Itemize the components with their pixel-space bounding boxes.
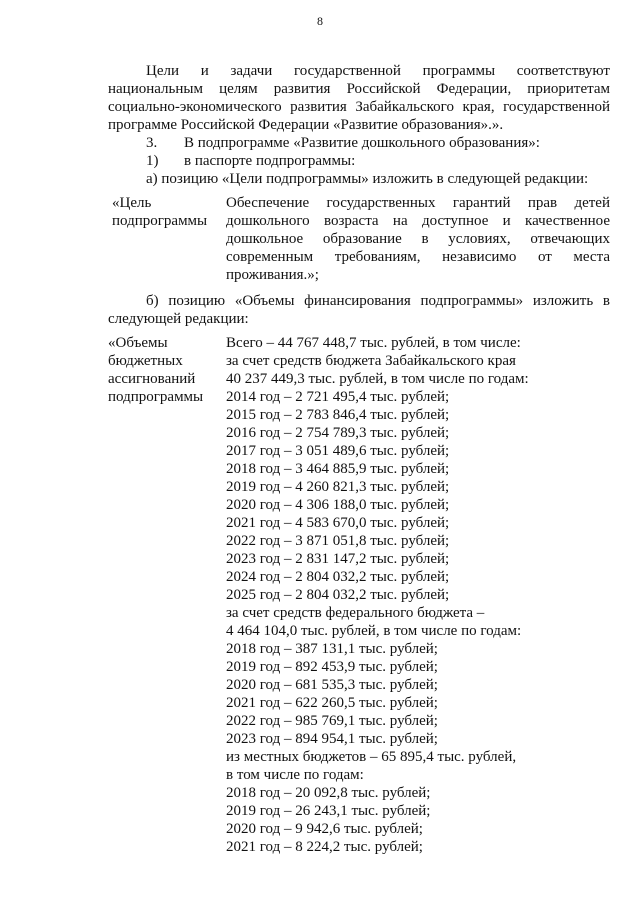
intro-paragraph: Цели и задачи государственной программы соответствуют национальным целям развития Российской Федерации, приоритетам социально-экономического развития Забайкальского края, государственной программе Российской Федерации «Развитие образования».». (108, 63, 610, 133)
funding-block-label (108, 334, 226, 856)
funding-line: 2016 год – 2 754 789,3 тыс. рублей; (226, 425, 450, 441)
goal-block (108, 194, 610, 284)
funding-line: 40 237 449,3 тыс. рублей, в том числе по годам: (226, 371, 529, 387)
funding-line: 2025 год – 2 804 032,2 тыс. рублей; (226, 587, 450, 603)
funding-line: Всего – 44 767 448,7 тыс. рублей, в том числе: (226, 335, 521, 351)
funding-line: за счет средств бюджета Забайкальского края (226, 353, 516, 369)
funding-label-line: бюджетных (108, 353, 183, 369)
funding-label-line: ассигнований (108, 371, 196, 387)
funding-line: 2023 год – 2 831 147,2 тыс. рублей; (226, 551, 450, 567)
funding-line: 2018 год – 387 131,1 тыс. рублей; (226, 641, 438, 657)
funding-line: 2022 год – 3 871 051,8 тыс. рублей; (226, 533, 450, 549)
funding-line: 2023 год – 894 954,1 тыс. рублей; (226, 731, 438, 747)
item-a: а) позицию «Цели подпрограммы» изложить в следующей редакции: (146, 171, 589, 187)
item-b: б) позицию «Объемы финансирования подпрограммы» изложить в следующей редакции: (108, 293, 610, 327)
funding-line: 2019 год – 4 260 821,3 тыс. рублей; (226, 479, 450, 495)
funding-line: за счет средств федерального бюджета – (226, 605, 485, 621)
funding-line: 2015 год – 2 783 846,4 тыс. рублей; (226, 407, 450, 423)
funding-line: 2020 год – 4 306 188,0 тыс. рублей; (226, 497, 450, 513)
item-3 (146, 134, 610, 152)
funding-line: 4 464 104,0 тыс. рублей, в том числе по годам: (226, 623, 522, 639)
funding-line: из местных бюджетов – 65 895,4 тыс. рублей, (226, 749, 517, 765)
funding-line: 2019 год – 26 243,1 тыс. рублей; (226, 803, 431, 819)
funding-line: 2017 год – 3 051 489,6 тыс. рублей; (226, 443, 450, 459)
funding-line: 2014 год – 2 721 495,4 тыс. рублей; (226, 389, 450, 405)
funding-block-lines (226, 334, 610, 856)
funding-line: 2020 год – 9 942,6 тыс. рублей; (226, 821, 423, 837)
item-1-number: 1) (146, 153, 159, 169)
funding-line: 2018 год – 20 092,8 тыс. рублей; (226, 785, 431, 801)
funding-line: в том числе по годам: (226, 767, 364, 783)
funding-line: 2020 год – 681 535,3 тыс. рублей; (226, 677, 438, 693)
funding-label-line: подпрограммы (108, 389, 204, 405)
funding-line: 2024 год – 2 804 032,2 тыс. рублей; (226, 569, 450, 585)
funding-line: 2018 год – 3 464 885,9 тыс. рублей; (226, 461, 450, 477)
item-3-text: В подпрограмме «Развитие дошкольного образования»: (184, 135, 540, 151)
item-1 (146, 152, 610, 170)
goal-block-text: Обеспечение государственных гарантий прав детей дошкольного возраста на доступное и качественное дошкольное образование в условиях, отвечающих современным требованиям, независимо от места проживания.»; (226, 195, 610, 283)
document-body (108, 62, 610, 856)
funding-block (108, 334, 610, 856)
funding-line: 2021 год – 622 260,5 тыс. рублей; (226, 695, 438, 711)
funding-label-line: «Объемы (108, 335, 168, 351)
funding-line: 2019 год – 892 453,9 тыс. рублей; (226, 659, 438, 675)
item-3-number: 3. (146, 135, 158, 151)
page-number: 8 (317, 14, 323, 28)
item-1-text: в паспорте подпрограммы: (184, 153, 356, 169)
funding-line: 2021 год – 4 583 670,0 тыс. рублей; (226, 515, 450, 531)
funding-line: 2021 год – 8 224,2 тыс. рублей; (226, 839, 423, 855)
goal-block-label: «Цель подпрограммы (112, 195, 208, 229)
funding-line: 2022 год – 985 769,1 тыс. рублей; (226, 713, 438, 729)
